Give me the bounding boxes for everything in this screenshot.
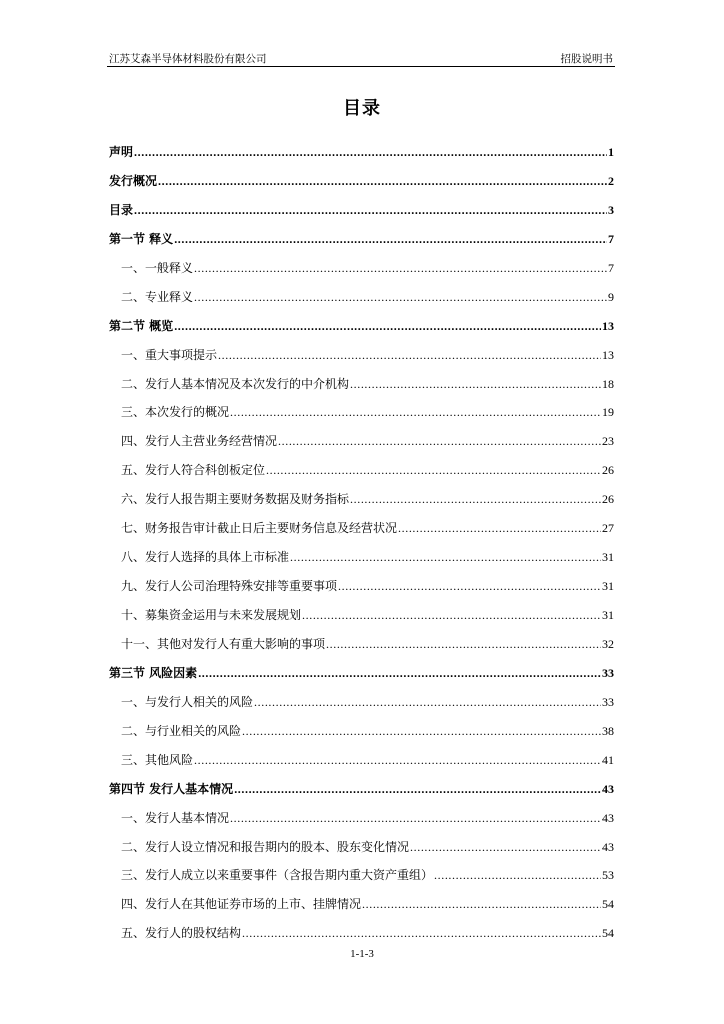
toc-section-entry[interactable]: [109, 572, 614, 601]
toc-section-entry[interactable]: [109, 283, 614, 312]
toc-entry-page: 13: [602, 318, 614, 333]
toc-chapter-entry[interactable]: [109, 196, 614, 225]
toc-section-entry[interactable]: [109, 833, 614, 862]
toc-dot-leader: [302, 601, 601, 630]
toc-dot-leader: [242, 919, 601, 948]
toc-entry-page: 53: [602, 868, 614, 883]
toc-entry-label: 二、发行人设立情况和报告期内的股本、股东变化情况: [121, 839, 410, 854]
toc-entry-page: 2: [608, 173, 614, 188]
toc-entry-page: 9: [608, 289, 614, 304]
toc-dot-leader: [254, 688, 601, 717]
toc-dot-leader: [198, 659, 601, 688]
toc-entry-page: 1: [608, 145, 614, 159]
toc-dot-leader: [194, 746, 601, 775]
toc-entry-label: 三、本次发行的概况: [121, 405, 230, 420]
toc-entry-label: 五、发行人的股权结构: [121, 926, 242, 941]
toc-entry-label: 三、其他风险: [121, 752, 194, 767]
toc-entry-page: 18: [602, 376, 614, 391]
toc-chapter-entry[interactable]: [109, 225, 614, 254]
toc-dot-leader: [194, 283, 607, 312]
toc-entry-page: 33: [602, 694, 614, 709]
toc-dot-leader: [230, 804, 601, 833]
toc-entry-label: 二、与行业相关的风险: [121, 723, 242, 738]
toc-entry-page: 26: [602, 492, 614, 507]
toc-section-entry[interactable]: [109, 601, 614, 630]
toc-entry-page: 43: [602, 781, 614, 796]
toc-section-entry[interactable]: [109, 746, 614, 775]
toc-entry-page: 31: [602, 550, 614, 565]
toc-dot-leader: [158, 167, 607, 196]
toc-dot-leader: [350, 485, 601, 514]
toc-entry-page: 38: [602, 723, 614, 738]
toc-entry-page: 31: [602, 608, 614, 622]
toc-dot-leader: [134, 138, 607, 167]
toc-entry-label: 二、发行人基本情况及本次发行的中介机构: [121, 376, 350, 391]
page-number: 1-1-3: [350, 948, 374, 960]
toc-section-entry[interactable]: [109, 427, 614, 456]
toc-entry-page: 31: [602, 579, 614, 594]
toc-entry-label: 第四节 发行人基本情况: [109, 781, 234, 796]
toc-dot-leader: [242, 717, 601, 746]
toc-dot-leader: [174, 312, 601, 341]
toc-chapter-entry[interactable]: [109, 659, 614, 688]
toc-entry-label: 第三节 风险因素: [109, 665, 198, 680]
toc-dot-leader: [350, 370, 601, 399]
toc-entry-page: 43: [602, 839, 614, 854]
toc-entry-page: 23: [602, 434, 614, 449]
toc-entry-label: 十、募集资金运用与未来发展规划: [121, 608, 302, 622]
toc-dot-leader: [230, 398, 601, 427]
toc-section-entry[interactable]: [109, 861, 614, 890]
toc-entry-label: 五、发行人符合科创板定位: [121, 463, 266, 478]
toc-entry-label: 十一、其他对发行人有重大影响的事项: [121, 636, 326, 651]
toc-dot-leader: [194, 254, 607, 283]
toc-entry-label: 四、发行人主营业务经营情况: [121, 434, 278, 449]
toc-dot-leader: [218, 341, 601, 370]
toc-section-entry[interactable]: [109, 919, 614, 948]
toc-section-entry[interactable]: [109, 398, 614, 427]
toc-entry-label: 八、发行人选择的具体上市标准: [121, 550, 290, 565]
toc-chapter-entry[interactable]: [109, 167, 614, 196]
toc-dot-leader: [338, 572, 601, 601]
toc-entry-label: 声明: [109, 145, 134, 159]
toc-section-entry[interactable]: [109, 254, 614, 283]
toc-section-entry[interactable]: [109, 341, 614, 370]
header-document-type: 招股说明书: [560, 53, 613, 65]
toc-section-entry[interactable]: [109, 630, 614, 659]
table-of-contents: [109, 138, 614, 948]
toc-entry-label: 一、发行人基本情况: [121, 810, 230, 825]
toc-dot-leader: [434, 861, 601, 890]
toc-dot-leader: [326, 630, 601, 659]
page-title: 目录: [343, 98, 381, 119]
toc-entry-page: 13: [602, 347, 614, 362]
toc-section-entry[interactable]: [109, 456, 614, 485]
toc-dot-leader: [174, 225, 607, 254]
toc-entry-page: 26: [602, 463, 614, 478]
toc-section-entry[interactable]: [109, 485, 614, 514]
toc-entry-page: 54: [602, 926, 614, 941]
toc-dot-leader: [362, 890, 601, 919]
toc-entry-label: 六、发行人报告期主要财务数据及财务指标: [121, 492, 350, 507]
toc-entry-label: 四、发行人在其他证券市场的上市、挂牌情况: [121, 897, 362, 912]
toc-section-entry[interactable]: [109, 370, 614, 399]
toc-entry-label: 第二节 概览: [109, 318, 174, 333]
page-header: [107, 52, 615, 66]
toc-entry-page: 32: [602, 636, 614, 651]
toc-entry-label: 九、发行人公司治理特殊安排等重要事项: [121, 579, 338, 594]
toc-dot-leader: [278, 427, 601, 456]
toc-entry-page: 43: [602, 810, 614, 825]
header-company-name: 江苏艾森半导体材料股份有限公司: [109, 53, 267, 65]
toc-chapter-entry[interactable]: [109, 138, 614, 167]
toc-section-entry[interactable]: [109, 890, 614, 919]
toc-section-entry[interactable]: [109, 543, 614, 572]
toc-entry-page: 7: [608, 231, 614, 246]
toc-entry-label: 发行概况: [109, 173, 158, 188]
toc-chapter-entry[interactable]: [109, 312, 614, 341]
header-divider: [107, 66, 615, 67]
toc-entry-label: 一、重大事项提示: [121, 347, 218, 362]
toc-entry-page: 3: [608, 202, 614, 217]
toc-entry-label: 目录: [109, 202, 134, 217]
toc-dot-leader: [134, 196, 607, 225]
toc-entry-label: 三、发行人成立以来重要事件（含报告期内重大资产重组）: [121, 868, 434, 883]
toc-entry-label: 一、与发行人相关的风险: [121, 694, 254, 709]
toc-entry-label: 一、一般释义: [121, 260, 194, 275]
toc-dot-leader: [398, 514, 601, 543]
toc-entry-page: 19: [602, 405, 614, 420]
toc-entry-label: 第一节 释义: [109, 231, 174, 246]
toc-dot-leader: [234, 775, 601, 804]
toc-section-entry[interactable]: [109, 804, 614, 833]
toc-entry-label: 二、专业释义: [121, 289, 194, 304]
toc-entry-label: 七、财务报告审计截止日后主要财务信息及经营状况: [121, 521, 398, 536]
toc-section-entry[interactable]: [109, 717, 614, 746]
toc-dot-leader: [290, 543, 601, 572]
toc-entry-page: 7: [608, 260, 614, 275]
toc-entry-page: 41: [602, 752, 614, 767]
toc-entry-page: 27: [602, 521, 614, 536]
toc-entry-page: 54: [602, 897, 614, 912]
toc-chapter-entry[interactable]: [109, 775, 614, 804]
toc-dot-leader: [410, 833, 601, 862]
toc-section-entry[interactable]: [109, 688, 614, 717]
toc-entry-page: 33: [602, 665, 614, 680]
toc-section-entry[interactable]: [109, 514, 614, 543]
toc-dot-leader: [266, 456, 601, 485]
